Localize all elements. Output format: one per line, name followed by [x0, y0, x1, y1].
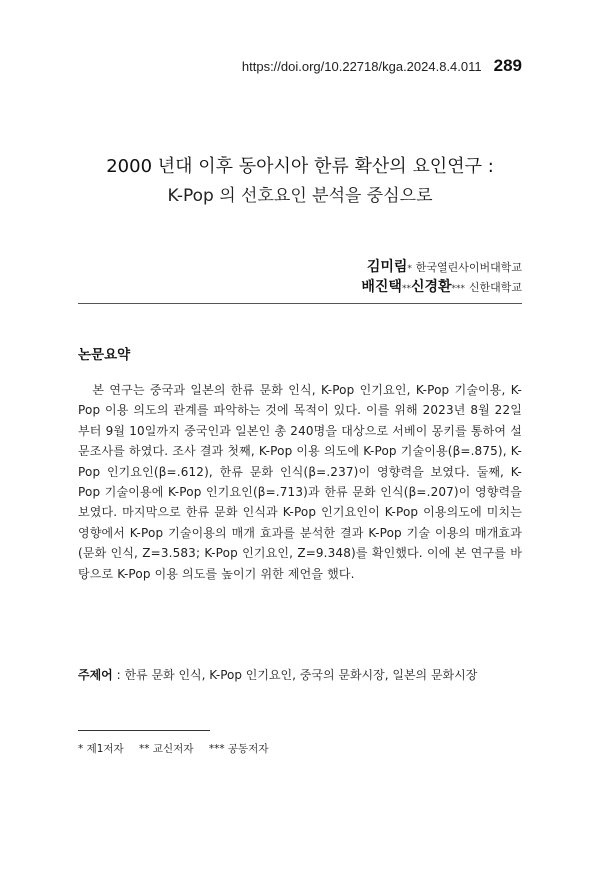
page-number: 289	[493, 56, 522, 75]
footnote-divider	[78, 730, 210, 731]
paper-title-line1: 2000 년대 이후 동아시아 한류 확산의 요인연구 :	[106, 156, 494, 177]
footnotes	[78, 741, 280, 756]
footnote-item: ** 교신저자	[139, 743, 194, 755]
divider	[78, 303, 522, 304]
author-line-1	[367, 256, 522, 276]
keywords-separator: :	[112, 668, 125, 682]
abstract-heading: 논문요약	[78, 347, 131, 363]
abstract-body: 본 연구는 중국과 일본의 한류 문화 인식, K-Pop 인기요인, K-Pop 기술이용, K-Pop 이용 의도의 관계를 파악하는 것에 목적이 있다. 이를 위해 2023년 8월 22일부터 9월 10일까지 중국인과 일본인 총 240명을 대상으로 서베이 몽키를 통하여 설문조사를 하였다. 조사 결과 첫째, K-Pop 이용 의도에 K-Pop 기술이용(β=.875), K-Pop 인기요인(β=.612), 한류 문화 인식(β=.237)이 영향력을 보였다. 둘째, K-Pop 기술이용에 K-Pop 인기요인(β=.713)과 한류 문화 인식(β=.207)이 영향력을 보였다. 마지막으로 한류 문화 인식과 K-Pop 인기요인이 K-Pop 이용의도에 미치는 영향에서 K-Pop 기술이용의 매개 효과를 분석한 결과 K-Pop 기술 이용의 매개효과(문화 인식, Z=3.583; K-Pop 인기요인, Z=9.348)를 확인했다. 이에 본 연구를 바탕으로 K-Pop 이용 의도를 높이기 위한 제언을 했다.	[78, 383, 522, 581]
keywords-label: 주제어	[78, 668, 113, 682]
footnote-item: * 제1저자	[78, 743, 124, 755]
author-line-2	[361, 276, 522, 296]
author-mark: **	[401, 284, 411, 294]
footnote-item: *** 공동저자	[208, 743, 269, 755]
author-affiliation: 한국열린사이버대학교	[415, 261, 522, 274]
paper-title-line2: K-Pop 의 선호요인 분석을 중심으로	[167, 186, 433, 206]
author-name: 배진택	[361, 279, 402, 295]
author-mark: *	[407, 264, 412, 274]
author-affiliation: 신한대학교	[468, 281, 522, 294]
doi-link[interactable]: https://doi.org/10.22718/kga.2024.8.4.011	[241, 59, 482, 74]
keywords	[78, 666, 522, 683]
author-name: 신경환	[410, 279, 452, 295]
running-header	[242, 56, 522, 76]
author-name: 김미림	[366, 259, 408, 275]
keywords-text: 한류 문화 인식, K-Pop 인기요인, 중국의 문화시장, 일본의 문화시장	[124, 668, 478, 682]
author-mark: ***	[451, 284, 466, 294]
